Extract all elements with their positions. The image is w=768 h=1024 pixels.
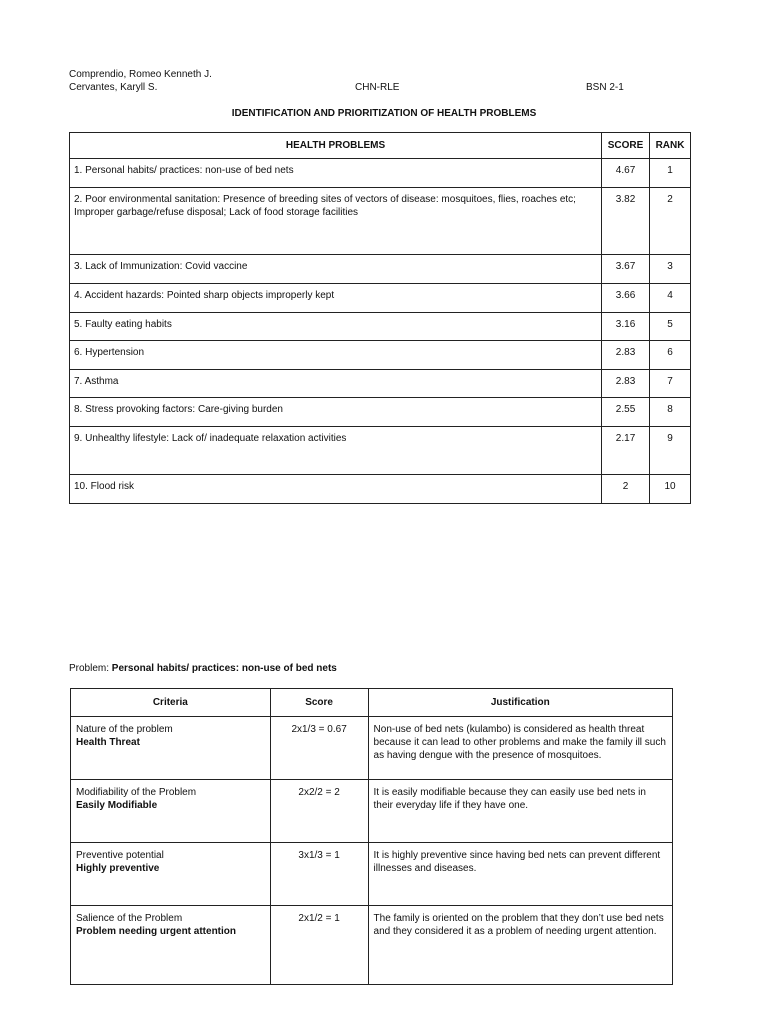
problem-label: Problem: — [69, 663, 112, 674]
problem-line — [69, 663, 337, 674]
header-justification: Justification — [368, 689, 672, 717]
section-code: BSN 2-1 — [586, 82, 624, 93]
rank-cell: 4 — [650, 284, 691, 313]
rank-cell: 6 — [650, 341, 691, 370]
header-score: Score — [270, 689, 368, 717]
rank-cell: 2 — [650, 188, 691, 255]
score-cell: 2x1/3 = 0.67 — [270, 717, 368, 780]
table-row — [70, 159, 691, 188]
header-rank: RANK — [650, 133, 691, 159]
score-cell: 3x1/3 = 1 — [270, 843, 368, 906]
criteria-rating: Problem needing urgent attention — [76, 926, 237, 937]
table-row — [70, 188, 691, 255]
rank-cell: 9 — [650, 427, 691, 475]
table-header-row — [71, 689, 673, 717]
criteria-rating: Easily Modifiable — [76, 800, 158, 811]
criteria-name: Salience of the Problem — [76, 913, 183, 924]
problem-cell: 3. Lack of Immunization: Covid vaccine — [70, 255, 602, 284]
criteria-name: Modifiability of the Problem — [76, 787, 197, 798]
health-problems-table — [69, 132, 691, 504]
criteria-name: Nature of the problem — [76, 724, 173, 735]
criteria-name: Preventive potential — [76, 850, 164, 861]
table-row — [70, 255, 691, 284]
table-row — [70, 398, 691, 427]
justification-cell: It is easily modifiable because they can easily use bed nets in their everyday life if they have one. — [368, 780, 672, 843]
problem-cell: 10. Flood risk — [70, 475, 602, 504]
problem-cell: 5. Faulty eating habits — [70, 313, 602, 341]
problem-cell: 4. Accident hazards: Pointed sharp objects improperly kept — [70, 284, 602, 313]
rank-cell: 1 — [650, 159, 691, 188]
problem-cell: 9. Unhealthy lifestyle: Lack of/ inadequate relaxation activities — [70, 427, 602, 475]
score-cell: 2.55 — [602, 398, 650, 427]
score-cell: 3.67 — [602, 255, 650, 284]
problem-cell: 6. Hypertension — [70, 341, 602, 370]
criteria-rating: Health Threat — [76, 737, 140, 748]
problem-cell: 2. Poor environmental sanitation: Presence of breeding sites of vectors of disease: mosquitoes, flies, roaches etc; Improper garbage/refuse disposal; Lack of food storage facilities — [70, 188, 602, 255]
table-row — [70, 284, 691, 313]
criteria-cell — [71, 906, 271, 985]
problem-value: Personal habits/ practices: non-use of bed nets — [111, 663, 337, 674]
problem-cell: 7. Asthma — [70, 370, 602, 398]
table-row — [70, 427, 691, 475]
table-row — [71, 717, 673, 780]
rank-cell: 8 — [650, 398, 691, 427]
header-health-problems: HEALTH PROBLEMS — [70, 133, 602, 159]
criteria-rating: Highly preventive — [76, 863, 160, 874]
problem-cell: 8. Stress provoking factors: Care-giving burden — [70, 398, 602, 427]
table-row — [71, 780, 673, 843]
table-row — [70, 313, 691, 341]
table-row — [70, 475, 691, 504]
table-row — [70, 370, 691, 398]
rank-cell: 10 — [650, 475, 691, 504]
table-header-row — [70, 133, 691, 159]
author-2: Cervantes, Karyll S. — [69, 82, 158, 93]
table-row — [71, 906, 673, 985]
table-row — [70, 341, 691, 370]
score-cell: 4.67 — [602, 159, 650, 188]
criteria-cell — [71, 717, 271, 780]
score-cell: 2 — [602, 475, 650, 504]
table-row — [71, 843, 673, 906]
justification-cell: It is highly preventive since having bed nets can prevent different illnesses and diseases. — [368, 843, 672, 906]
problem-cell: 1. Personal habits/ practices: non-use of bed nets — [70, 159, 602, 188]
criteria-table — [70, 688, 673, 985]
rank-cell: 3 — [650, 255, 691, 284]
header-score: SCORE — [602, 133, 650, 159]
score-cell: 2x1/2 = 1 — [270, 906, 368, 985]
course-code: CHN-RLE — [355, 82, 400, 93]
rank-cell: 5 — [650, 313, 691, 341]
criteria-cell — [71, 843, 271, 906]
score-cell: 2.17 — [602, 427, 650, 475]
page-title: IDENTIFICATION AND PRIORITIZATION OF HEALTH PROBLEMS — [231, 108, 537, 119]
justification-cell: Non-use of bed nets (kulambo) is considered as health threat because it can lead to other problems and make the family ill such as having dengue with the presence of mosquitoes. — [368, 717, 672, 780]
score-cell: 2.83 — [602, 370, 650, 398]
criteria-cell — [71, 780, 271, 843]
header-criteria: Criteria — [71, 689, 271, 717]
score-cell: 3.16 — [602, 313, 650, 341]
author-1: Comprendio, Romeo Kenneth J. — [69, 69, 212, 80]
score-cell: 2x2/2 = 2 — [270, 780, 368, 843]
score-cell: 3.82 — [602, 188, 650, 255]
score-cell: 2.83 — [602, 341, 650, 370]
rank-cell: 7 — [650, 370, 691, 398]
justification-cell: The family is oriented on the problem that they don’t use bed nets and they considered it as a problem of needing urgent attention. — [368, 906, 672, 985]
score-cell: 3.66 — [602, 284, 650, 313]
